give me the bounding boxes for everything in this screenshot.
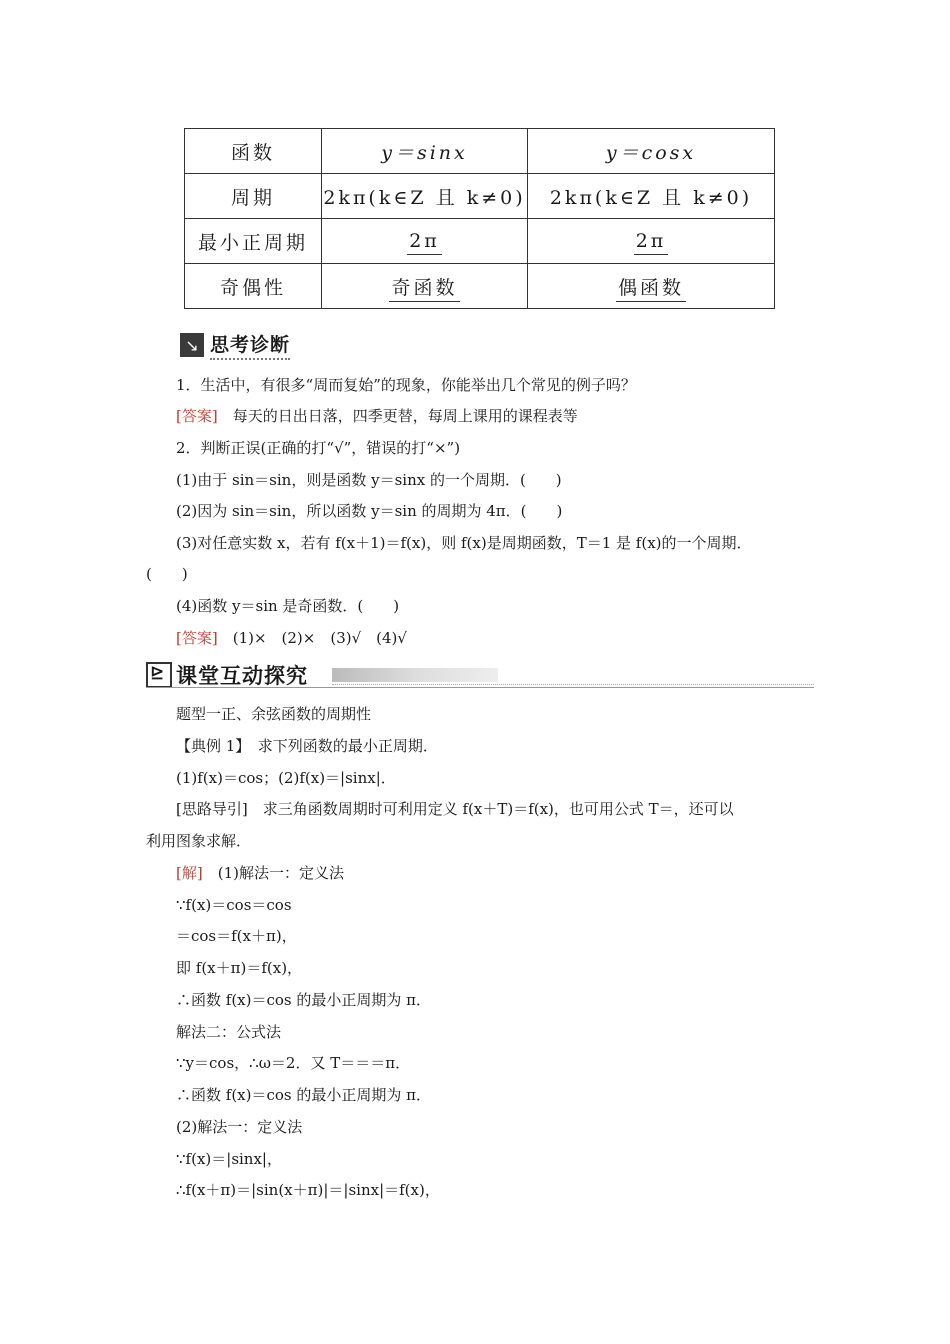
cell-sin-value: 奇函数: [389, 277, 459, 302]
question-2: 2．判断正误(正确的打“√”，错误的打“×”): [176, 439, 461, 457]
cell-cos-value: 2π: [634, 230, 669, 255]
answer-tag: [答案]: [176, 407, 218, 425]
solution-line: ∴函数 f(x)＝cos 的最小正周期为 π．: [176, 1086, 432, 1104]
header-function: 函数: [185, 129, 322, 174]
answer-text: (1)× (2)× (3)√ (4)√: [217, 629, 407, 647]
section-heading-classroom: [146, 660, 814, 690]
cell-cos: [528, 219, 775, 264]
solution-line: 解法二：公式法: [176, 1023, 282, 1041]
table-header-row: [185, 129, 775, 174]
solution-line: ∴f(x＋π)＝|sin(x＋π)|＝|sinx|＝f(x)，: [176, 1181, 440, 1199]
question-1: 1．生活中，有很多“周而复始”的现象，你能举出几个常见的例子吗？: [176, 376, 636, 394]
decorative-bar: [332, 668, 498, 682]
section-heading-diagnosis: [180, 332, 290, 358]
solution-line: ∴函数 f(x)＝cos 的最小正周期为 π．: [176, 991, 432, 1009]
statement-2: (2)因为 sin＝sin，所以函数 y＝sin 的周期为 4π．( ): [176, 502, 563, 520]
header-sin: y＝sinx: [322, 129, 528, 174]
example-title: 【典例 1】 求下列函数的最小正周期．: [176, 737, 438, 755]
solution-start: [176, 863, 344, 883]
statement-1: (1)由于 sin＝sin，则是函数 y＝sinx 的一个周期．( ): [176, 471, 562, 489]
answer-2: [176, 628, 407, 648]
solution-line: 即 f(x＋π)＝f(x)，: [176, 959, 303, 977]
table-row: [185, 174, 775, 219]
table-row: [185, 219, 775, 264]
statement-4: (4)函数 y＝sin 是奇函数．( ): [176, 597, 400, 615]
cell-sin: 2kπ(k∈Z 且 k≠0): [322, 174, 528, 219]
solution-text: (1)解法一：定义法: [202, 864, 344, 882]
cell-sin-value: 2π: [407, 230, 442, 255]
cell-cos: 2kπ(k∈Z 且 k≠0): [528, 174, 775, 219]
header-cos: y＝cosx: [528, 129, 775, 174]
hint-line-2: 利用图象求解．: [146, 832, 252, 850]
section-title: 课堂互动探究: [176, 664, 308, 688]
row-label: 周期: [185, 174, 322, 219]
cell-sin: [322, 264, 528, 309]
solution-line: ∵f(x)＝|sinx|，: [176, 1150, 282, 1168]
statement-3-bracket: ( ): [146, 565, 188, 583]
topic-title: 题型一正、余弦函数的周期性: [176, 705, 372, 723]
cell-cos: [528, 264, 775, 309]
divider: [146, 687, 814, 688]
divider: [332, 684, 814, 685]
statement-3: (3)对任意实数 x，若有 f(x＋1)＝f(x)，则 f(x)是周期函数，T＝1 是 f(x)的一个周期．: [176, 534, 752, 552]
solution-tag: [解]: [176, 864, 203, 882]
solution-line: ∵y＝cos，∴ω＝2．又 T＝＝＝π．: [176, 1054, 411, 1072]
hint-line-1: [思路导引] 求三角函数周期时可利用定义 f(x＋T)＝f(x)，也可用公式 T＝，还可以: [176, 800, 734, 818]
function-properties-table: [184, 128, 775, 309]
cell-sin: [322, 219, 528, 264]
solution-line: ＝cos＝f(x＋π)，: [176, 927, 297, 945]
answer-1: [176, 406, 578, 426]
pencil-icon: ⊵: [146, 662, 172, 688]
arrow-icon: ↘: [180, 333, 204, 357]
row-label: 奇偶性: [185, 264, 322, 309]
answer-text: 每天的日出日落，四季更替，每周上课用的课程表等: [217, 407, 578, 425]
table-row: [185, 264, 775, 309]
example-functions: (1)f(x)＝cos；(2)f(x)＝|sinx|．: [176, 769, 396, 787]
cell-cos-value: 偶函数: [616, 277, 686, 302]
solution-line: ∵f(x)＝cos＝cos: [176, 896, 292, 914]
section-title: 思考诊断: [210, 330, 290, 360]
answer-tag: [答案]: [176, 629, 218, 647]
row-label: 最小正周期: [185, 219, 322, 264]
solution-line: (2)解法一：定义法: [176, 1118, 303, 1136]
